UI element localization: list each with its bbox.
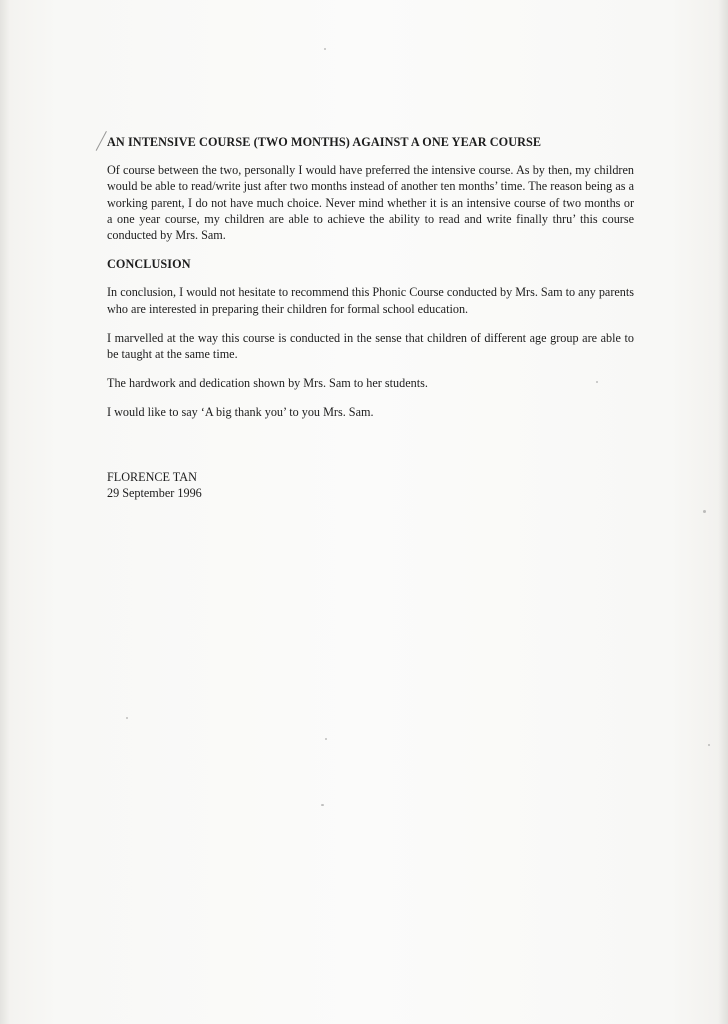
document-body <box>107 134 634 421</box>
section-heading-intensive-course: AN INTENSIVE COURSE (TWO MONTHS) AGAINST A ONE YEAR COURSE <box>107 135 542 149</box>
scan-speck <box>126 717 128 719</box>
scan-speck <box>321 804 324 806</box>
signature-block <box>107 469 202 501</box>
page-edge-shadow-right <box>718 0 728 1024</box>
paragraph-conclusion-recommend: In conclusion, I would not hesitate to recommend this Phonic Course conducted by Mrs. Sam to any parents who are interested in preparing their children for formal school education. <box>107 285 635 316</box>
paragraph-conclusion-dedication: The hardwork and dedication shown by Mrs. Sam to her students. <box>107 376 428 391</box>
signature-name: FLORENCE TAN <box>107 470 197 484</box>
paragraph-intensive-course: Of course between the two, personally I would have preferred the intensive course. As by then, my children would be able to read/write just after two months instead of another ten months’ time. The reason being as a working parent, I do not have much choice. Never mind whether it is an intensive course of two months or a one year course, my children are able to achieve the ability to read and write finally thru’ this course conducted by Mrs. Sam. <box>107 163 634 243</box>
scan-speck <box>708 744 710 746</box>
scan-speck <box>703 510 706 513</box>
page-edge-shadow-left <box>0 0 10 1024</box>
section-heading-conclusion: CONCLUSION <box>107 257 191 272</box>
paragraph-conclusion-marvelled: I marvelled at the way this course is conducted in the sense that children of different age group are able to be taught at the same time. <box>107 330 634 362</box>
scan-mark <box>96 131 107 151</box>
scan-speck <box>325 738 327 740</box>
scan-speck <box>324 48 326 50</box>
paragraph-conclusion-thanks: I would like to say ‘A big thank you’ to you Mrs. Sam. <box>107 405 374 420</box>
signature-date: 29 September 1996 <box>107 486 202 500</box>
